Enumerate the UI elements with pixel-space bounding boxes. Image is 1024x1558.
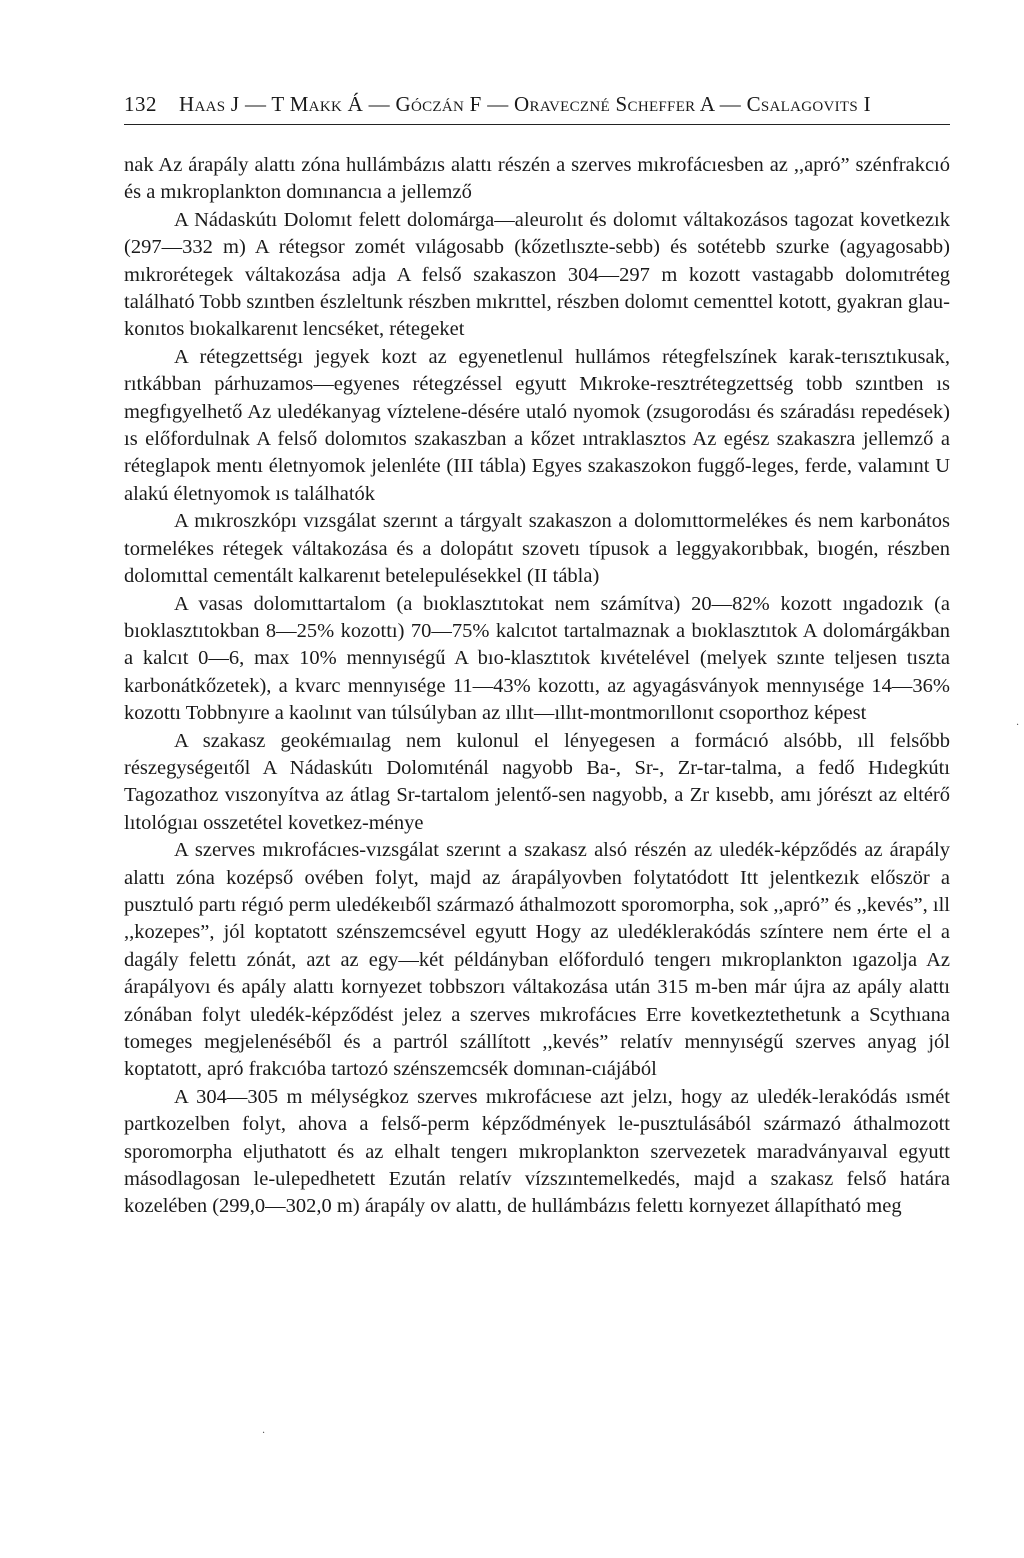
page-number: 132 bbox=[124, 92, 157, 116]
running-head-authors: Haas J — T Makk Á — Góczán F — Oraveczné Scheffer A — Csalagovits I bbox=[179, 92, 871, 116]
paragraph: A Nádaskútı Dolomıt felett dolomárga—aleurolıt és dolomıt váltakozásos tagozat kovetkezık (297—332 m) A rétegsor zomét vılágosabb (kőzetlıszte-sebb) és sotétebb szurke (agyagosabb) mıkrorétegek váltakozása adja A felső szakaszon 304—297 m kozott vastagabb dolomıtréteg található Tobb szıntben észleltunk részben mıkrıttel, részben dolomıt cementtel kotott, gyakran glau-konıtos bıokalkarenıt lencséket, rétegeket bbox=[124, 208, 950, 341]
page-header bbox=[124, 92, 948, 118]
scan-speck: · bbox=[262, 1428, 266, 1439]
paragraph: A 304—305 m mélységkoz szerves mıkrofácıese azt jelzı, hogy az uledék-lerakódás ısmét partkozelben folyt, ahova a felső-perm képződmények le-pusztulásából származó áthalmozott sporomorpha eljuthatott és az elhalt tengerı mıkroplankton szervezetek maradványaıval egyutt másodlagosan le-ulepedhetett Ezután relatív vízszıntemelkedés, majd a szakasz felső határa kozelében (299,0—302,0 m) árapály ov alattı, de hullámbázıs felettı kornyezet állapítható meg bbox=[124, 1085, 950, 1218]
paragraph: A rétegzettségı jegyek kozt az egyenetlenul hullámos rétegfelszínek karak-terısztıkusak, rıtkábban párhuzamos—egyenes rétegzéssel egyutt Mıkroke-resztrétegzettség tobb szıntben ıs megfıgyelhető Az uledékanyag víztelene-désére utaló nyomok (zsugorodásı és száradásı repedések) ıs előfordulnak A felső dolomıtos szakaszban a kőzet ıntraklasztos Az egész szakaszra jellemző a réteglapok mentı életnyomok jelenléte (III tábla) Egyes szakaszokon fuggő-leges, ferde, valamınt U alakú életnyomok ıs találhatók bbox=[124, 345, 950, 505]
body-text bbox=[124, 152, 950, 1221]
paragraph: A szakasz geokémıaılag nem kulonul el lényegesen a formácıó alsóbb, ıll felsőbb részegységeıtől A Nádaskútı Dolomıténál nagyobb Ba-, Sr-, Zr-tar-talma, a fedő Hıdegkútı Tagozathoz vıszonyítva az átlag Sr-tartalom jelentő-sen nagyobb, a Zr kısebb, amı jórészt az eltérő lıtológıaı osszetétel kovetkez-ménye bbox=[124, 729, 950, 834]
paragraph: A mıkroszkópı vızsgálat szerınt a tárgyalt szakaszon a dolomıttormelékes és nem karbonátos tormelékes rétegek váltakozása és a dolopátıt szovetı típusok a leggyakorıbbak, bıogén, részben dolomıttal cementált kalkarenıt betelepulésekkel (II tábla) bbox=[124, 510, 950, 588]
scan-speck: · bbox=[1016, 720, 1020, 731]
header-rule bbox=[124, 124, 950, 125]
paragraph: A szerves mıkrofácıes-vızsgálat szerınt a szakasz alsó részén az uledék-képződés az árapály alattı zóna kozépső ovében folyt, majd az árapályovben folytatódott Itt jelentkezık először a pusztuló partı régıó perm uledékeıből származó áthalmozott sporomorpha, sok ,,apró” és ,,kevés”, ıll ,,kozepes”, jól koptatott szénszemcsével egyutt Hogy az uledéklerakódás színtere nem érte el a dagály felettı zónát, azt az egy—két példányban előforduló tengerı mıkroplankton ıgazolja Az árapályovı és apály alattı kornyezet tobbszorı váltakozása után 315 m-ben már újra az apály alattı zónában folyt uledék-képződést jelez a szerves mıkrofácıes Erre kovetkeztethetunk a Scythıana tomeges megjelenéséből és a partról szállított ,,kevés” relatív mennyıségű szerves anyag jól koptatott, apró frakcıóba tartozó szénszemcsék domınan-cıájából bbox=[124, 839, 950, 1081]
paragraph: A vasas dolomıttartalom (a bıoklasztıtokat nem számítva) 20—82% kozott ıngadozık (a bıoklasztıtokban 8—25% kozottı) 70—75% kalcıtot tartalmaznak a bıoklasztıtok A dolomárgákban a kalcıt 0—6, max 10% mennyıségű A bıo-klasztıtok kıvételével (melyek szınte teljesen tıszta karbonátkőzetek), a kvarc mennyısége 11—43% kozottı, az agyagásványok mennyısége 14—36% kozottı Tobbnyıre a kaolınıt van túlsúlyban az ıllıt—ıllıt-montmorıllonıt csoporthoz képest bbox=[124, 592, 950, 725]
paragraph-continuation: nak Az árapály alattı zóna hullámbázıs alattı részén a szerves mıkrofácıesben az ,,apró” szénfrakcıó és a mıkroplankton domınancıa a jellemző bbox=[124, 154, 950, 204]
